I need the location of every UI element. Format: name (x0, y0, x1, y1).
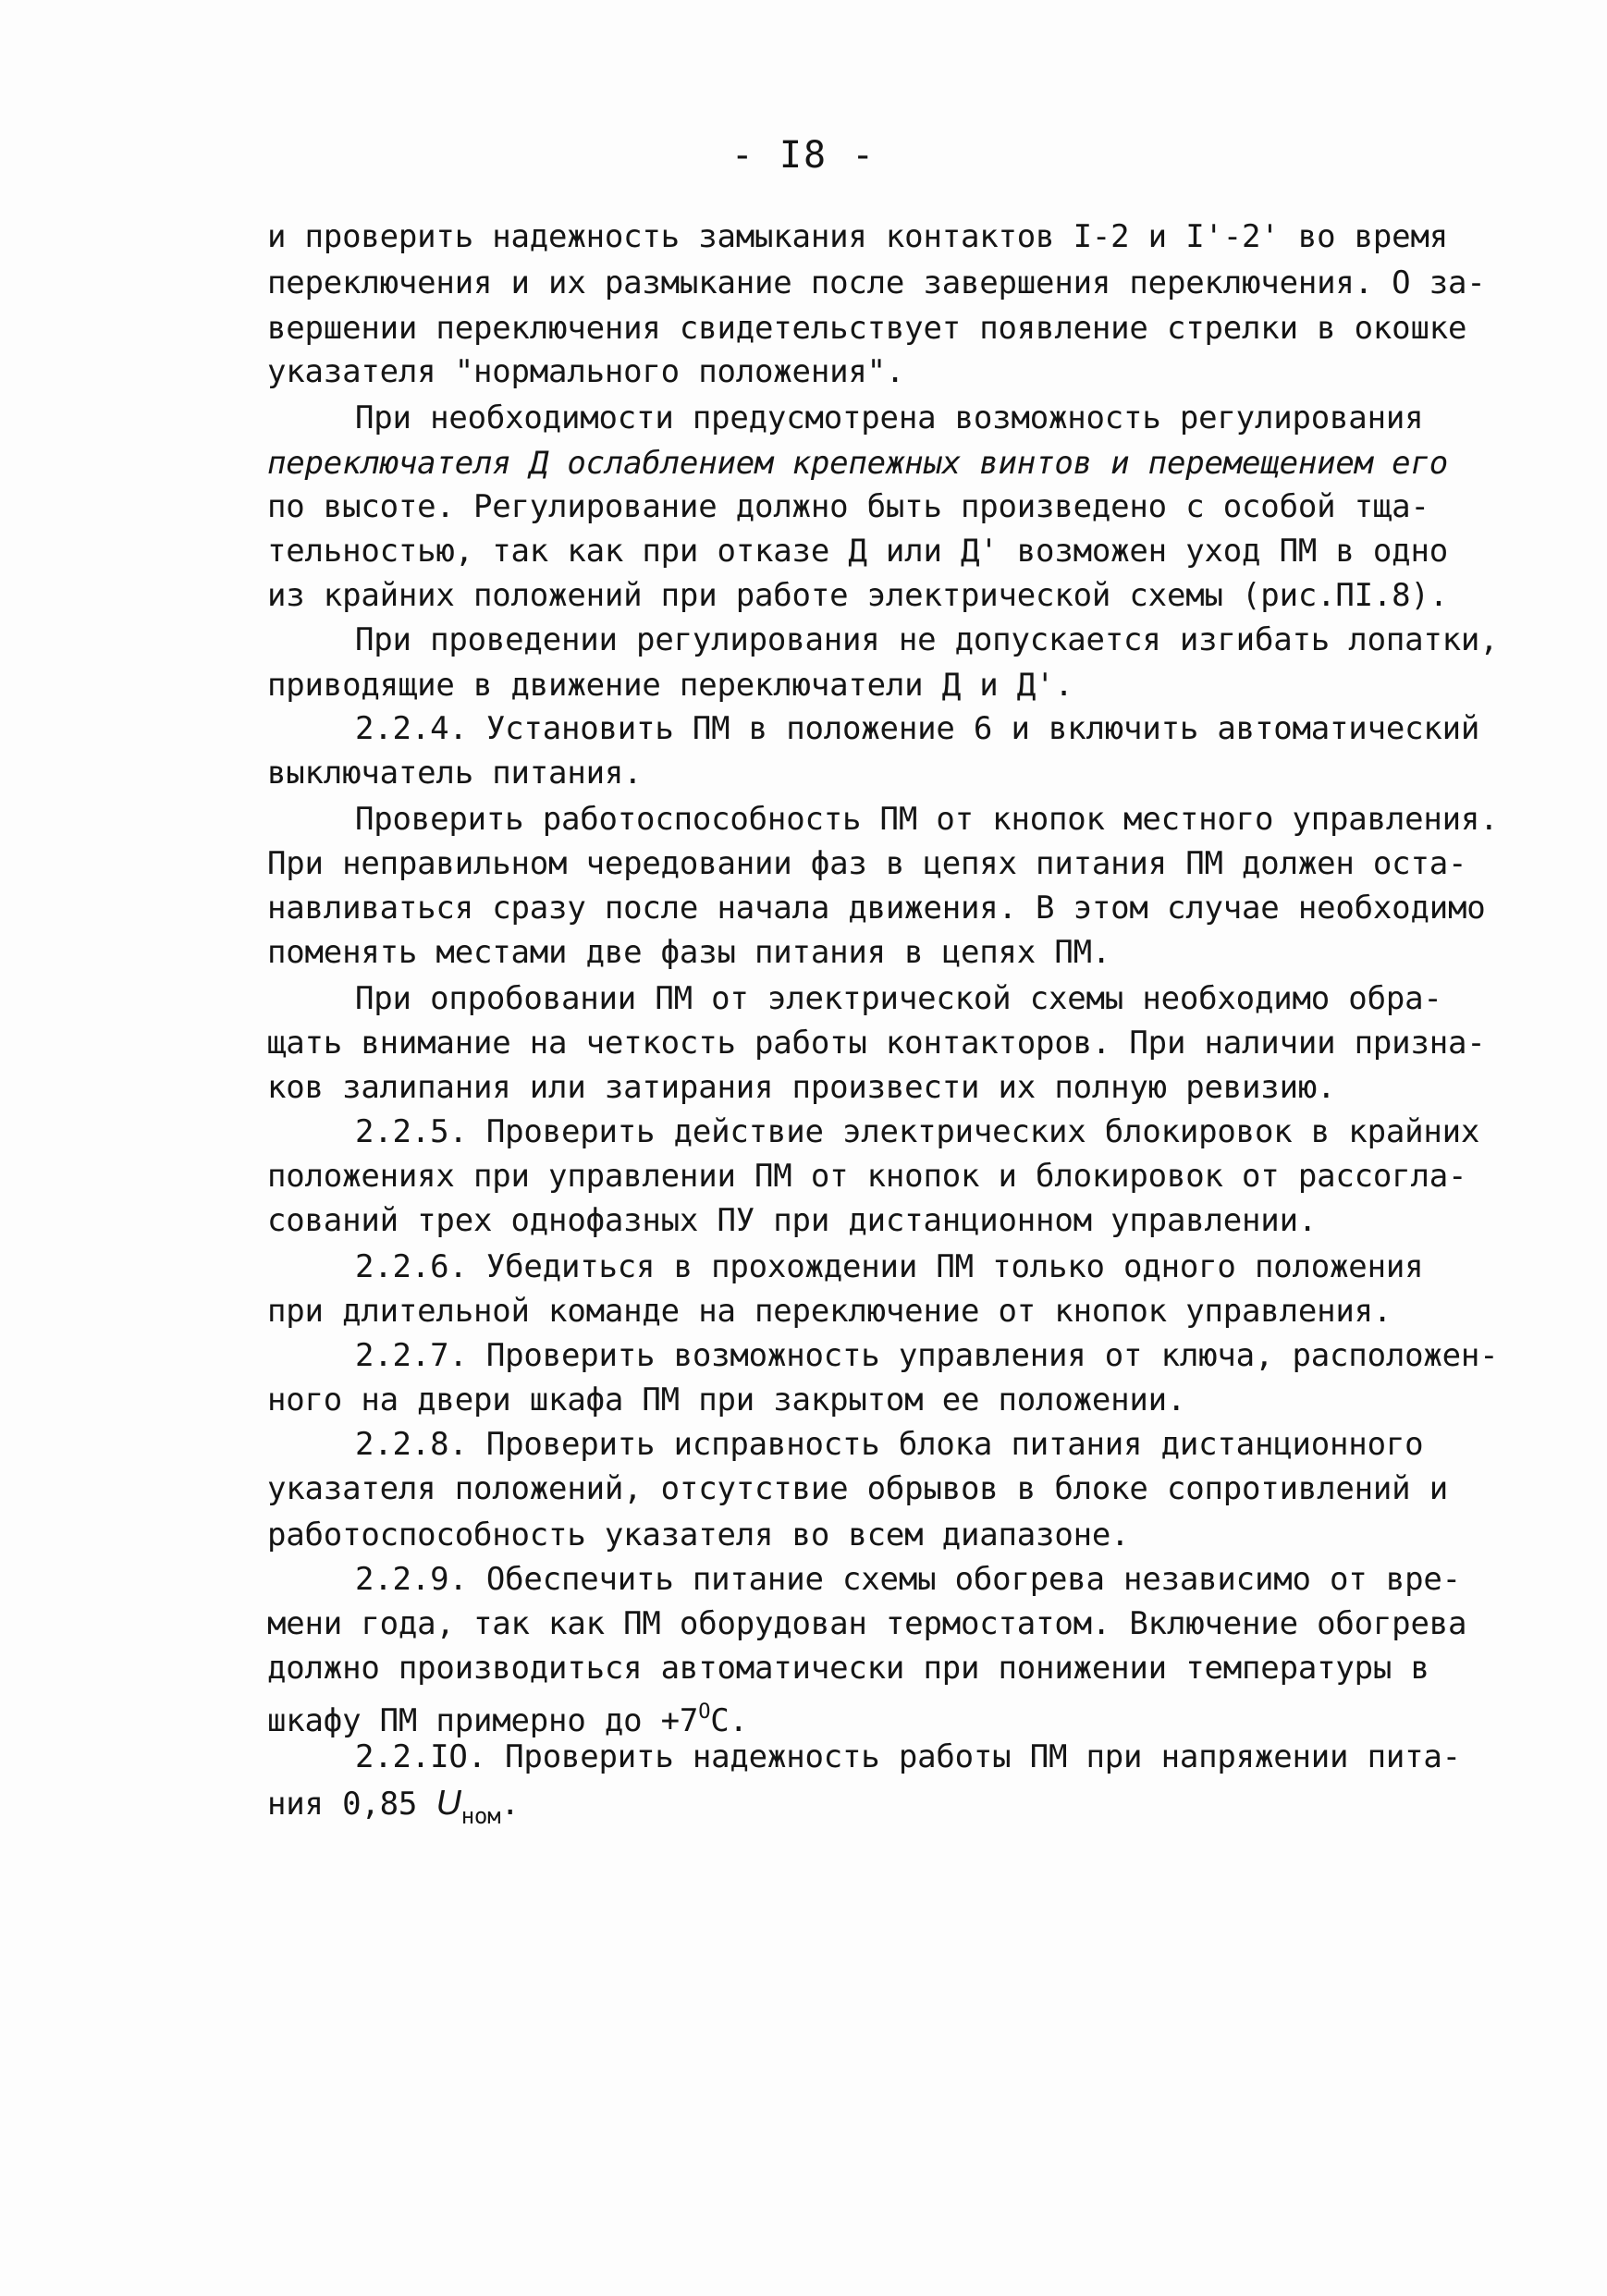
text-line: сований трех однофазных ПУ при дистанционном управлении. (267, 1202, 1318, 1239)
text-line: ного на двери шкафа ПМ при закрытом ее положении. (267, 1381, 1186, 1418)
text-line: При необходимости предусмотрена возможность регулирования (355, 399, 1424, 436)
text-line-start: ния 0,85 (267, 1786, 436, 1823)
text-line: из крайних положений при работе электрической схемы (рис.ПI.8). (267, 577, 1448, 614)
text-line-start: шкафу ПМ примерно до +7 (267, 1702, 699, 1739)
text-line: 2.2.8. Проверить исправность блока питания дистанционного (355, 1426, 1424, 1463)
text-line: При неправильном чередовании фаз в цепях питания ПМ должен оста- (267, 845, 1467, 882)
text-line: положениях при управлении ПМ от кнопок и блокировок от рассогла- (267, 1158, 1467, 1195)
text-line: щать внимание на четкость работы контакторов. При наличии призна- (267, 1025, 1486, 1062)
text-line: 2.2.9. Обеспечить питание схемы обогрева независимо от вре- (355, 1561, 1461, 1598)
text-line: работоспособность указателя во всем диапазоне. (267, 1516, 1130, 1553)
text-line: 2.2.6. Убедиться в прохождении ПМ только одного положения (355, 1248, 1424, 1285)
text-line: приводящие в движение переключатели Д и Д'. (267, 667, 1073, 704)
text-line: должно производиться автоматически при понижении температуры в (267, 1650, 1429, 1687)
voltage-symbol: U (435, 1784, 461, 1823)
text-line: вершении переключения свидетельствует появление стрелки в окошке (267, 310, 1467, 347)
text-line: по высоте. Регулирование должно быть произведено с особой тща- (267, 488, 1429, 525)
text-line: переключения и их размыкание после завершения переключения. О за- (267, 264, 1486, 301)
temperature-unit: C. (710, 1702, 748, 1739)
text-line: указателя положений, отсутствие обрывов в блоке сопротивлений и (267, 1470, 1448, 1507)
text-line: переключателя Д ослаблением крепежных винтов и перемещением его (267, 445, 1448, 482)
degree-mark: O (698, 1701, 711, 1724)
text-line: 2.2.IO. Проверить надежность работы ПМ при напряжении пита- (355, 1738, 1461, 1775)
text-line: 2.2.7. Проверить возможность управления от ключа, расположен- (355, 1337, 1499, 1374)
text-line: тельностью, так как при отказе Д или Д' возможен уход ПМ в одно (267, 533, 1448, 570)
text-line: 2.2.5. Проверить действие электрических блокировок в крайних (355, 1113, 1480, 1150)
text-line: При проведении регулирования не допускается изгибать лопатки, (355, 621, 1499, 658)
text-line: выключатель питания. (267, 755, 643, 792)
text-line: ков залипания или затирания произвести их полную ревизию. (267, 1069, 1336, 1106)
page-number: - I8 - (730, 134, 877, 177)
text-line: поменять местами две фазы питания в цепях ПМ. (267, 934, 1111, 971)
text-line: указателя "нормального положения". (267, 353, 905, 390)
text-line: при длительной команде на переключение от кнопок управления. (267, 1293, 1392, 1330)
voltage-end: . (500, 1786, 520, 1823)
text-line: Проверить работоспособность ПМ от кнопок местного управления. (355, 801, 1499, 838)
text-line: 2.2.4. Установить ПМ в положение 6 и включить автоматический (355, 710, 1480, 747)
text-line: мени года, так как ПМ оборудован термостатом. Включение обогрева (267, 1605, 1467, 1642)
text-line: При опробовании ПМ от электрической схемы необходимо обра- (355, 980, 1442, 1017)
voltage-subscript: ном (460, 1803, 501, 1829)
text-line: навливаться сразу после начала движения. В этом случае необходимо (267, 890, 1486, 927)
text-line: и проверить надежность замыкания контактов I-2 и I'-2' во время (267, 218, 1448, 255)
voltage-line (267, 1781, 520, 1838)
